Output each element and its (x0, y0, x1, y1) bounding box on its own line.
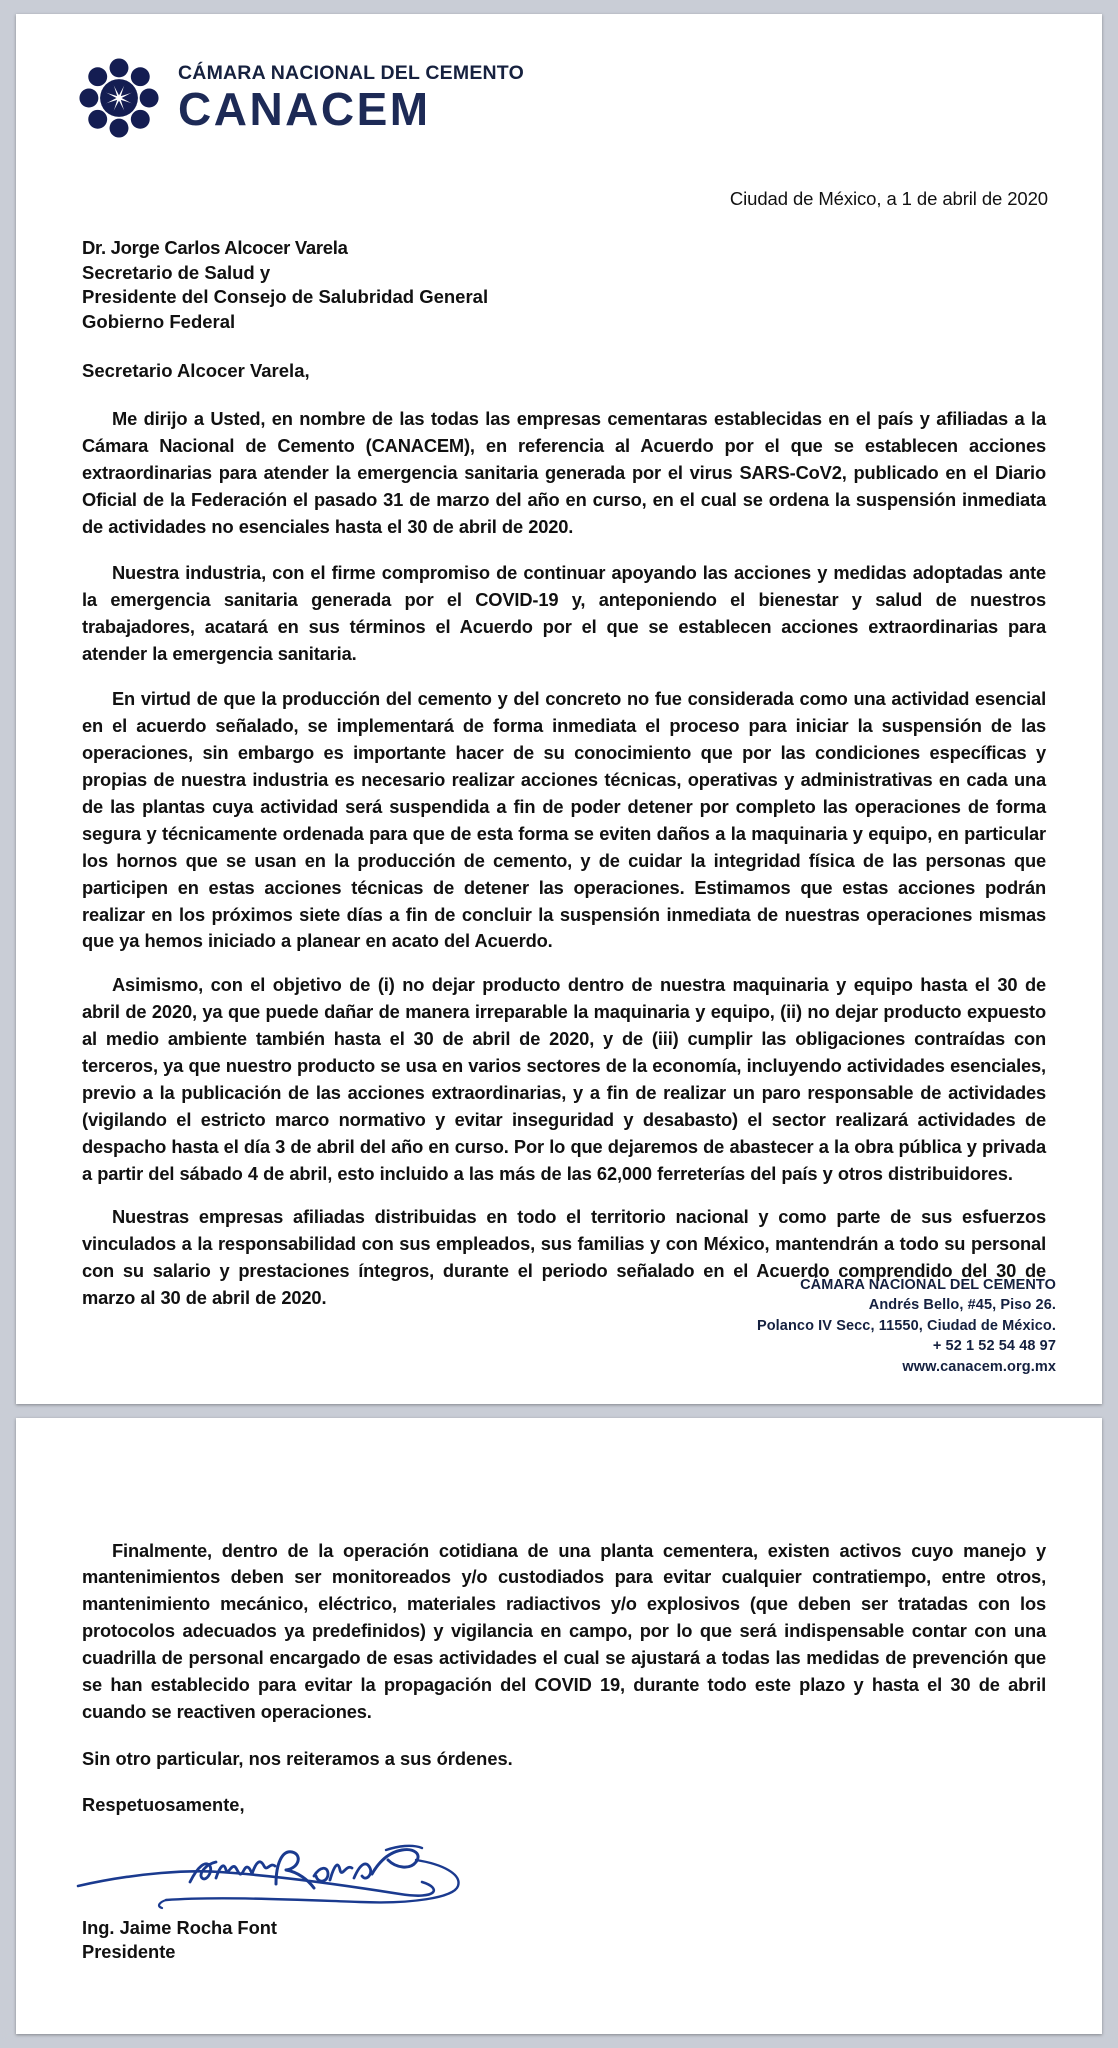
addressee-role-2: Presidente del Consejo de Salubridad General (82, 286, 489, 308)
signer-title: Presidente (82, 1940, 176, 1962)
body-paragraph: Nuestra industria, con el firme compromiso de continuar apoyando las acciones y medidas adoptadas ante la emergencia sanitaria generada por el COVID-19 y, anteponiendo el bienestar y salud de nuestros trabajadores, acatará en sus términos el Acuerdo por el que se establecen acciones extraordinarias para atender la emergencia sanitaria. (82, 561, 1046, 664)
body-paragraph: Finalmente, dentro de la operación cotidiana de una planta cementera, existen activos cuyo manejo y mantenimientos deben ser monitoreados y/o custodiados para evitar cualquier contratiempo, entre otros, mantenimiento mecánico, eléctrico, materiales radiactivos y/o explosivos (que deben ser tratadas con los protocolos adecuados ya predefinidos) y vigilancia en campo, por lo que será indispensable contar con una cuadrilla de personal encargado de esas actividades el cual se ajustará a todas las medidas de prevención que se han establecido para evitar la propagación del COVID 19, durante todo este plazo y hasta el 30 de abril cuando se reactiven operaciones. (82, 1539, 1046, 1722)
addressee-org: Gobierno Federal (82, 310, 236, 332)
body-paragraph: Nuestras empresas afiliadas distribuidas en todo el territorio nacional y como parte de sus esfuerzos vinculados a la responsabilidad con sus empleados, sus familias y con México, mantendrán a todo su personal con su salario y prestaciones íntegros, durante el periodo señalado en el Acuerdo comprendido del 30 de marzo al 30 de abril de 2020. (82, 1206, 1046, 1309)
footer-org: CÁMARA NACIONAL DEL CEMENTO (800, 1276, 1056, 1293)
letter-closing-line: Sin otro particular, nos reiteramos a sus órdenes. (82, 1747, 513, 1769)
footer-website[interactable]: www.canacem.org.mx (902, 1358, 1056, 1375)
logo-wordmark (178, 62, 524, 135)
logo-acronym: CANACEM (178, 82, 431, 135)
letter-salutation: Secretario Alcocer Varela, (82, 360, 310, 382)
footer-contact-block (757, 1275, 1056, 1378)
document-page-2 (16, 1418, 1102, 2034)
addressee-role-1: Secretario de Salud y (82, 261, 271, 283)
letterhead (62, 52, 1056, 144)
body-paragraph: Asimismo, con el objetivo de (i) no dejar producto dentro de nuestra maquinaria y equipo hasta el 30 de abril de 2020, ya que puede dañar de manera irreparable la maquinaria y equipo, (ii) no dejar producto expuesto al medio ambiente también hasta el 30 de abril de 2020, y de (iii) cumplir las obligaciones contraídas con terceros, ya que nuestro producto se usa en varios sectores de la economía, incluyendo actividades esenciales, previo a la publicación de las acciones extraordinarias, y a fin de realizar un paro responsable de actividades (vigilando el estricto marco normativo y evitar inseguridad y desabasto) el sector realizará actividades de despacho hasta el día 3 de abril del año en curso. Por lo que dejaremos de abastecer a la obra pública y privada a partir del sábado 4 de abril, esto incluido a las más de las 62,000 ferreterías del país y otros distribuidores. (82, 974, 1046, 1184)
addressee-name: Dr. Jorge Carlos Alcocer Varela (82, 237, 348, 258)
footer-address-line-1: Andrés Bello, #45, Piso 26. (868, 1297, 1056, 1314)
footer-address-line-2: Polanco IV Secc, 11550, Ciudad de México. (756, 1317, 1056, 1334)
handwritten-signature-icon (70, 1826, 1056, 1922)
signer-block (82, 1916, 1056, 1964)
letter-sign-off: Respetuosamente, (82, 1793, 245, 1815)
letter-body-page-2 (82, 1538, 1046, 1726)
footer-phone: + 52 1 52 54 48 97 (932, 1338, 1056, 1355)
letter-date: Ciudad de México, a 1 de abril de 2020 (729, 188, 1048, 209)
body-paragraph: Me dirijo a Usted, en nombre de las todas las empresas cementaras establecidas en el país y afiliadas a la Cámara Nacional de Cemento (CANACEM), en referencia al Acuerdo por el que se establecen acciones extraordinarias para atender la emergencia sanitaria generada por el virus SARS-CoV2, publicado en el Diario Oficial de la Federación el pasado 31 de marzo del año en curso, en el cual se ordena la suspensión inmediata de actividades no esenciales hasta el 30 de abril de 2020. (82, 408, 1046, 537)
body-paragraph: En virtud de que la producción del cemento y del concreto no fue considerada como una actividad esencial en el acuerdo señalado, se implementará de forma inmediata el proceso para iniciar la suspensión de las operaciones, sin embargo es importante hacer de su conocimiento que por las condiciones específicas y propias de nuestra industria es necesario realizar acciones técnicas, operativas y administrativas en cada una de las plantas cuya actividad será suspendida a fin de poder detener por completo las operaciones de forma segura y técnicamente ordenada para que de esta forma se eviten daños a la maquinaria y equipo, en particular los hornos que se usan en la producción de cemento, y de cuidar la integridad física de las personas que participen en estas acciones técnicas de detener las operaciones. Estimamos que estas acciones podrán realizar en los próximos siete días a fin de concluir la suspensión inmediata de nuestras operaciones mismas que ya hemos iniciado a planear en acato del Acuerdo. (82, 688, 1046, 952)
letter-body-page-1 (82, 406, 1046, 1312)
canacem-people-circle-logo-icon (76, 55, 162, 141)
document-page-1 (16, 14, 1102, 1404)
signer-name: Ing. Jaime Rocha Font (82, 1916, 278, 1938)
logo-org-line: CÁMARA NACIONAL DEL CEMENTO (178, 62, 524, 85)
addressee-block (82, 236, 1056, 334)
